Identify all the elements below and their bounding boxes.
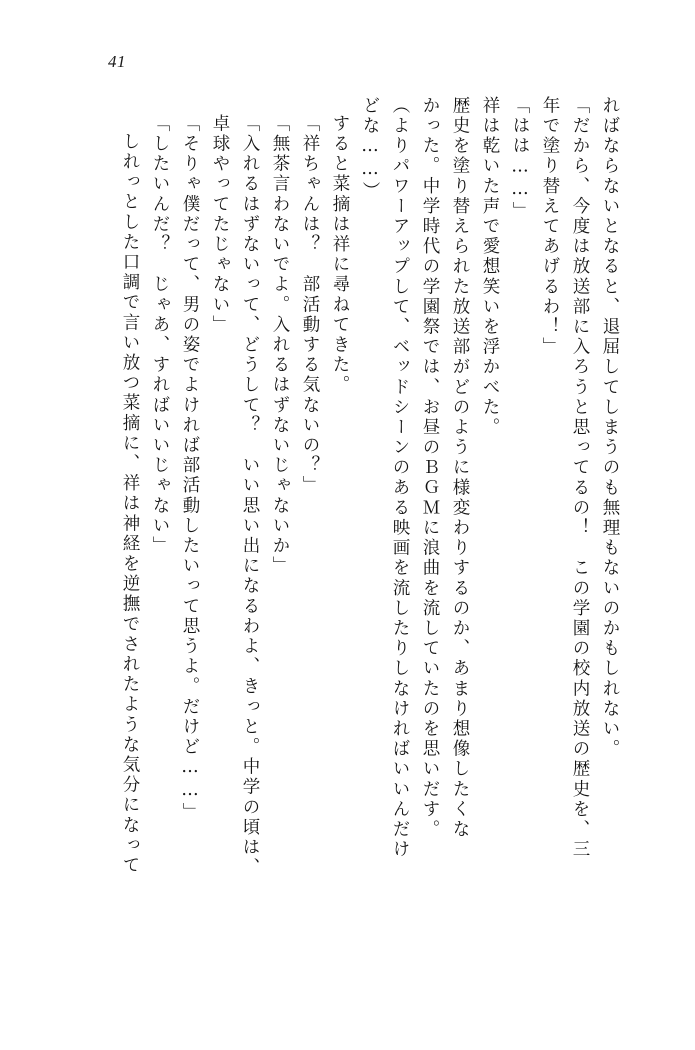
text-column: 祥は乾いた声で愛想笑いを浮かべた。 — [480, 96, 500, 438]
text-column: 「そりゃ僕だって、男の姿でよければ部活動したいって思うよ。だけど……」 — [180, 114, 200, 823]
vertical-text-body — [78, 96, 618, 956]
text-column: かった。中学時代の学園祭では、お昼のＢＧＭに浪曲を流していたのを思いだす。 — [420, 96, 440, 840]
text-column: 年で塗り替えてあげるわ！」 — [540, 96, 560, 358]
text-column: しれっとした口調で言い放つ菜摘に、祥は神経を逆撫でされたような気分になって — [120, 132, 140, 876]
text-column: すると菜摘は祥に尋ねてきた。 — [330, 114, 350, 396]
text-column: 「はは……」 — [510, 96, 530, 222]
text-column: 「したいんだ？ じゃあ、すればいいじゃない」 — [150, 114, 170, 557]
text-column: （よりパワーアップして、ベッドシーンのある映画を流したりしなければいいんだけ — [390, 96, 410, 860]
text-column: ればならないとなると、退屈してしまうのも無理もないのかもしれない。 — [600, 96, 620, 760]
text-column: 「祥ちゃんは？ 部活動する気ないの？」 — [300, 114, 320, 496]
text-column: どな……） — [360, 96, 380, 202]
text-column: 「入れるはずないって、どうして？ いい思い出になるわよ、きっと。中学の頃は、 — [240, 114, 260, 878]
page-number: 41 — [108, 52, 126, 71]
text-column: 「だから、今度は放送部に入ろうと思ってるの！ この学園の校内放送の歴史を、三 — [570, 96, 590, 860]
text-column: 「無茶言わないでよ。入れるはずないじゃないか」 — [270, 114, 290, 577]
text-column: 歴史を塗り替えられた放送部がどのように様変わりするのか、あまり想像したくな — [450, 96, 470, 840]
text-column: 卓球やってたじゃない」 — [210, 114, 230, 336]
